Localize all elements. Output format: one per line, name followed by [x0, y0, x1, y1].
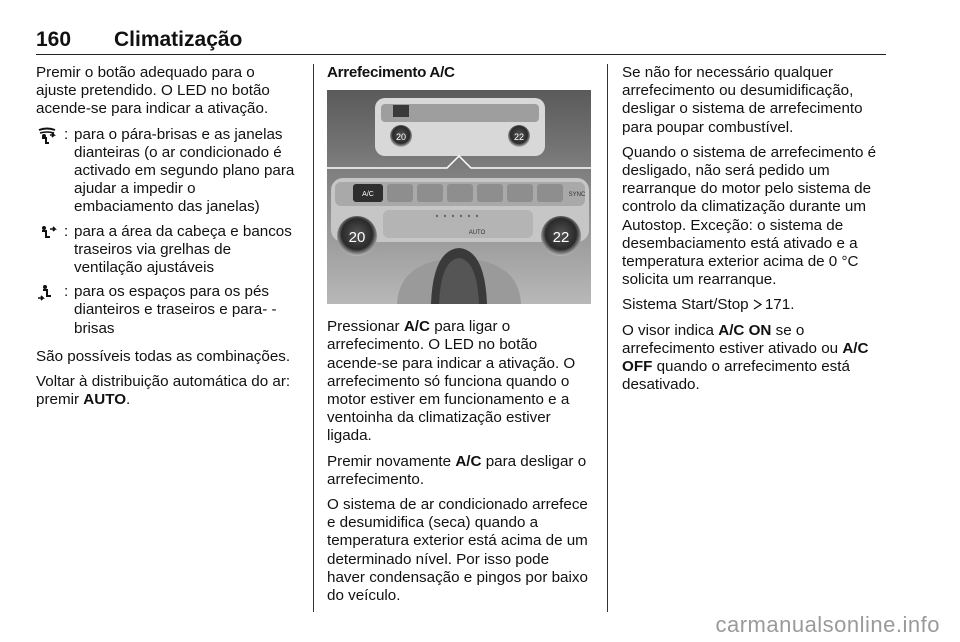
right-temp-display: 22 — [552, 229, 570, 247]
ac-off-paragraph: Premir novamente A/C para desligar o arrefecimento. — [327, 452, 587, 488]
legend-colon: : — [64, 283, 69, 301]
save-fuel-paragraph: Se não for necessário qualquer arrefecimento ou desumidificação, desligar o sistema de arrefecimento para poupar combustível. — [622, 64, 863, 136]
top-right-temp: 22 — [513, 132, 525, 143]
auto-button-label: AUTO — [468, 230, 486, 237]
legend-colon: : — [64, 125, 69, 143]
climate-panel-photo — [327, 90, 591, 304]
watermark: carmanualsonline.info — [715, 612, 940, 637]
start-stop-reference: Sistema Start/Stop 171. — [622, 296, 795, 314]
column-2 — [327, 64, 591, 612]
intro-paragraph: Premir o botão adequado para o ajuste pretendido. O LED no botão acende-se para indicar a ativação. — [36, 64, 270, 118]
legend-item-windscreen — [36, 126, 298, 217]
section-heading: Arrefecimento A/C — [327, 64, 455, 81]
auto-key: AUTO — [83, 391, 127, 409]
left-temp-display: 20 — [348, 229, 366, 247]
column-divider — [313, 64, 314, 612]
page-number: 160 — [36, 28, 72, 51]
page-reference-link[interactable]: 171 — [764, 296, 791, 314]
ac-info-paragraph: O sistema de ar condicionado arrefece e desumidifica (seca) quando a temperatura exterior está acima de um determinado nível. Por isso pode haver condensação e pingos por baixo do veículo. — [327, 496, 588, 605]
ac-on-paragraph: Pressionar A/C para ligar o arrefecimento. O LED no botão acende-se para indicar a ativação. O arrefecimento só funciona quando o motor estiver em funcionamento e a ventoinha da climatização estiver ligada. — [327, 318, 576, 445]
sync-label: SYNC — [568, 192, 586, 199]
autostop-paragraph: Quando o sistema de arrefecimento é desligado, não será pedido um rearranque do motor pelo sistema de controlo da climatização durante um Autostop. Exceção: o sistema de desembaciamento está ativado e a temperatura exterior acima de 0 °C solicita um rearranque. — [622, 143, 877, 289]
legend-text: para os espaços para os pés dianteiros e traseiros e para- -brisas — [74, 283, 277, 337]
legend-colon: : — [64, 222, 69, 240]
ac-button-label: A/C — [362, 191, 374, 199]
chapter-title: Climatização — [114, 28, 243, 51]
top-left-temp: 20 — [395, 132, 407, 143]
windscreen-airflow-icon — [36, 127, 58, 145]
head-airflow-icon — [36, 224, 58, 242]
page-reference-icon — [753, 299, 762, 310]
column-3 — [622, 64, 888, 401]
legend-text: para o pára-brisas e as janelas dianteiras (o ar condicionado é activado em segundo plano para ajudar a impedir o embaciamento das janelas) — [74, 125, 295, 216]
footwell-airflow-icon — [36, 284, 58, 302]
column-divider — [607, 64, 608, 612]
page-header — [36, 28, 886, 55]
column-1 — [36, 64, 298, 416]
legend-text: para a área da cabeça e bancos traseiros via grelhas de ventilação ajustáveis — [74, 222, 292, 277]
combinations-paragraph: São possíveis todas as combinações. — [36, 347, 291, 365]
legend-item-head — [36, 223, 298, 278]
legend-item-footwell — [36, 283, 298, 338]
display-paragraph: O visor indica A/C ON se o arrefecimento estiver ativado ou A/C OFF quando o arrefecimento está desativado. — [622, 321, 869, 394]
auto-paragraph: Voltar à distribuição automática do ar: premir AUTO. — [36, 373, 291, 409]
